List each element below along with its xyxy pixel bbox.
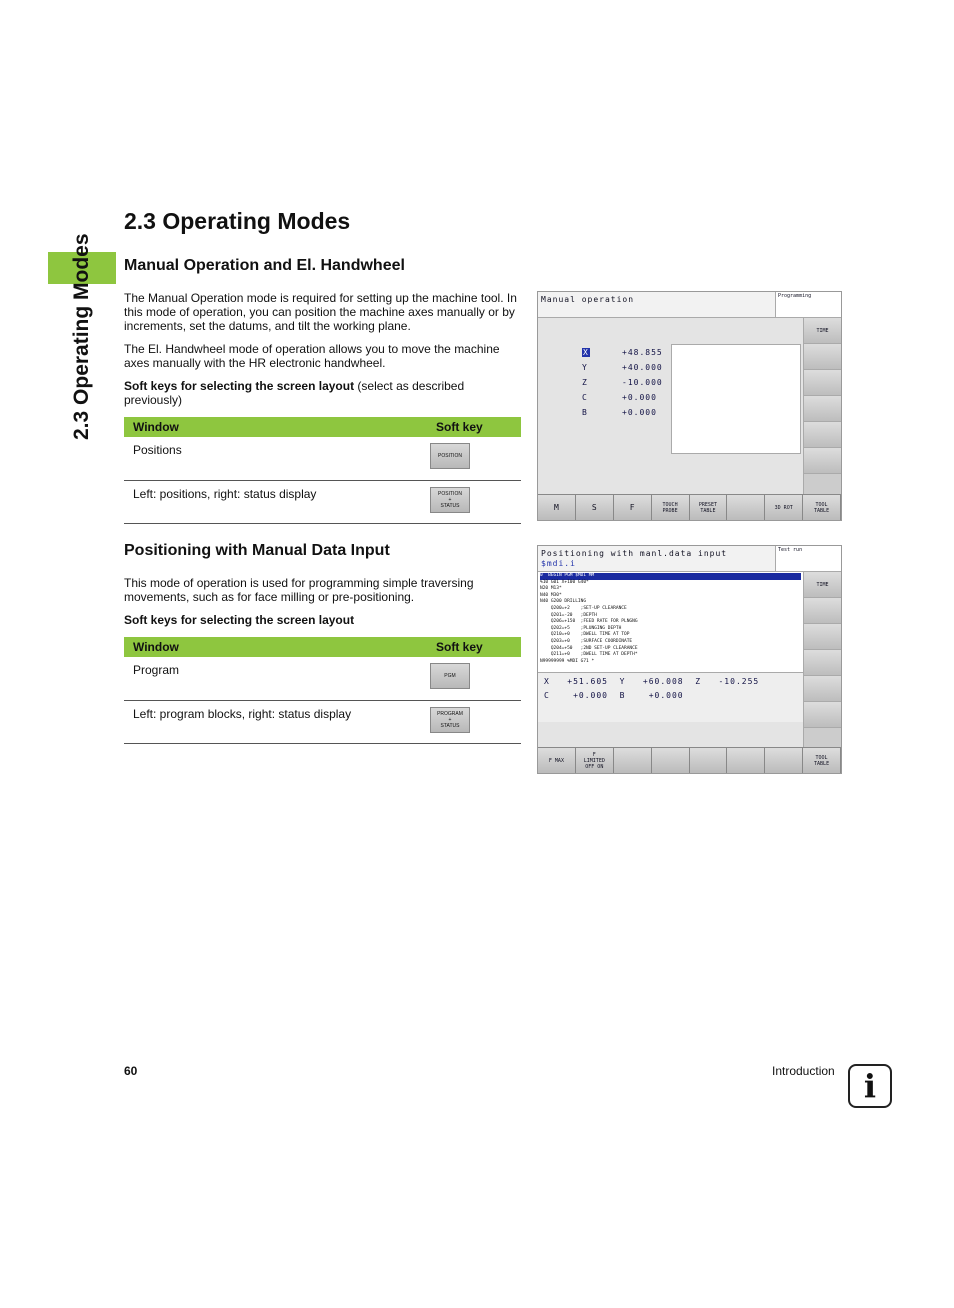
tool-table-softkey[interactable]: TOOL TABLE [803,495,841,520]
axis-readout [582,348,663,357]
window-cell: Positions [124,437,427,480]
status-display-panel [671,344,801,454]
window-cell: Left: positions, right: status display [124,480,427,523]
axis-value: +0.000 [622,408,657,417]
touch-probe-softkey[interactable]: TOUCH PROBE [652,495,690,520]
program-line: N99999999 %MDI G71 * [540,658,595,664]
vertical-softkey[interactable] [804,650,841,676]
vertical-softkey-strip [803,572,841,748]
tool-table-softkey[interactable]: TOOL TABLE [803,748,841,773]
axis-readout [582,378,663,387]
axis-value: +40.000 [622,363,663,372]
pgm-softkey[interactable]: PGM [430,663,470,689]
empty-softkey[interactable] [727,748,765,773]
horizontal-softkey-strip [538,494,841,520]
program-line: Q201=-20 ;DEPTH [540,612,597,618]
screen-title: Manual operation [541,295,635,304]
empty-softkey[interactable] [690,748,728,773]
m-softkey[interactable]: M [538,495,576,520]
axis-value: +0.000 [622,393,657,402]
axis-name: C [582,393,588,402]
manual-para2: The El. Handwheel mode of operation allows you to move the machine axes manually with the HR electronic handwheel. [124,342,500,370]
time-softkey[interactable]: TIME [804,572,841,598]
axis-value: -10.000 [622,378,663,387]
screen-header [538,546,841,572]
program-line: Q203=+0 ;SURFACE COORDINATE [540,638,633,644]
softkeys-note-rest: (select as described previously) [124,379,465,407]
mdi-screenshot [537,545,842,774]
axis-readout [582,408,657,417]
program-line: N20 M13* [540,586,562,592]
screen-file: $mdi.i [541,559,576,568]
program-line: Q200=+2 ;SET-UP CLEARANCE [540,605,627,611]
page-title: 2.3 Operating Modes [124,208,351,234]
program-line: Q210=+0 ;DWELL TIME AT TOP [540,632,630,638]
axis-value: +48.855 [622,348,663,357]
position-status-softkey[interactable]: POSITION + STATUS [430,487,470,513]
table-row [124,437,521,480]
horizontal-softkey-strip [538,747,841,773]
manual-softkey-table [124,417,521,524]
vertical-softkey[interactable] [804,344,841,370]
f-max-softkey[interactable]: F MAX [538,748,576,773]
empty-softkey[interactable] [727,495,765,520]
col-window: Window [124,637,427,657]
program-line: N40 M30* [540,592,562,598]
position-display [538,672,803,722]
program-line: N40 G200 DRILLING [540,599,587,605]
vertical-softkey[interactable] [804,624,841,650]
col-softkey: Soft key [427,417,521,437]
col-softkey: Soft key [427,637,521,657]
axis-name: B [582,408,588,417]
window-cell: Program [124,657,427,700]
screen-mode: Programming [775,292,841,317]
empty-softkey[interactable] [652,748,690,773]
position-row: C +0.000 B +0.000 [544,691,684,700]
axis-readout [582,393,657,402]
col-window: Window [124,417,427,437]
program-line: Q211=+0 ;DWELL TIME AT DEPTH* [540,652,638,658]
vertical-softkey-strip [803,318,841,494]
table-row [124,700,521,743]
position-row: X +51.605 Y +60.008 Z -10.255 [544,677,760,686]
axis-name: Z [582,378,588,387]
program-listing [538,572,803,672]
vertical-softkey[interactable] [804,676,841,702]
axis-name: X [583,348,589,357]
softkeys-note-bold: Soft keys for selecting the screen layout [124,379,355,393]
program-line: %10 G01 X+100 G40* [540,579,589,585]
screen-header [538,292,841,318]
manual-softkeys-note [124,379,522,407]
footer-section: Introduction [772,1064,835,1078]
vertical-softkey[interactable] [804,396,841,422]
vertical-softkey[interactable] [804,370,841,396]
vertical-softkey[interactable] [804,598,841,624]
axis-name: Y [582,363,588,372]
mdi-softkey-table [124,637,521,744]
vertical-softkey[interactable] [804,702,841,728]
program-line: Q204=+50 ;2ND SET-UP CLEARANCE [540,645,638,651]
manual-operation-screenshot [537,291,842,521]
side-section-title: 2.3 Operating Modes [70,233,93,440]
manual-heading: Manual Operation and El. Handwheel [124,257,405,274]
screen-mode: Test run [775,546,841,571]
screen-title: Positioning with manl.data input [541,549,728,558]
axis-readout [582,363,663,372]
empty-softkey[interactable] [765,748,803,773]
mdi-heading: Positioning with Manual Data Input [124,542,390,559]
vertical-softkey[interactable] [804,448,841,474]
program-line: Q206=+150 ;FEED RATE FOR PLNGNG [540,619,638,625]
vertical-softkey[interactable] [804,422,841,448]
f-softkey[interactable]: F [614,495,652,520]
info-icon: i [848,1064,892,1108]
mdi-para1: This mode of operation is used for programming simple traversing movements, such as for face milling or pre-positioning. [124,576,474,604]
empty-softkey[interactable] [614,748,652,773]
table-row [124,480,521,523]
page-number: 60 [124,1064,138,1078]
table-row [124,657,521,700]
s-softkey[interactable]: S [576,495,614,520]
time-softkey[interactable]: TIME [804,318,841,344]
program-status-softkey[interactable]: PROGRAM + STATUS [430,707,470,733]
f-limited-softkey[interactable]: F LIMITED OFF ON [576,748,614,773]
position-softkey[interactable]: POSITION [430,443,470,469]
manual-para1: The Manual Operation mode is required for setting up the machine tool. In this mode of operation, you can position the machine axes manually or by increments, set the datums, and tilt the working plane. [124,291,517,333]
window-cell: Left: program blocks, right: status display [124,700,427,743]
program-line: 0 BEGIN PGM $MDI MM [540,573,801,580]
3d-rot-softkey[interactable]: 3D ROT [765,495,803,520]
program-line: Q202=+5 ;PLUNGING DEPTH [540,625,622,631]
preset-table-softkey[interactable]: PRESET TABLE [690,495,728,520]
mdi-softkeys-note: Soft keys for selecting the screen layout [124,613,355,627]
